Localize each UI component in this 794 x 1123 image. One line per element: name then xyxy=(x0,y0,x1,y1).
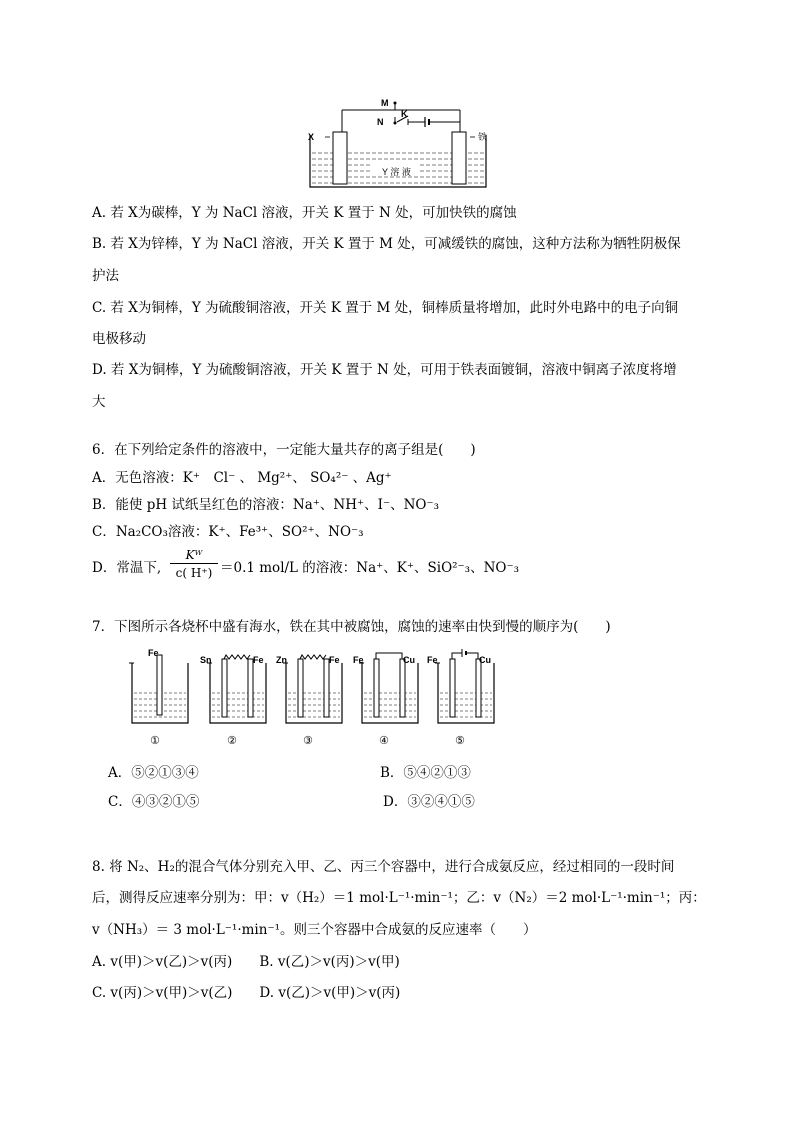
beaker-1-label-fe: Fe xyxy=(148,648,159,658)
electrode-x-label: X xyxy=(308,132,315,142)
q6-option-d-prefix: D．常温下, xyxy=(92,560,162,576)
q7-stem: 7．下图所示各烧杯中盛有海水，铁在其中被腐蚀，腐蚀的速率由快到慢的顺序为( ) xyxy=(92,619,611,635)
iron-electrode-label: 铁 xyxy=(478,132,488,142)
electrochemical-cell-figure xyxy=(300,95,500,195)
beaker-3-label-zn: Zn xyxy=(276,655,287,665)
beaker-3-number: ③ xyxy=(303,734,313,747)
beaker-4-number: ④ xyxy=(379,734,389,747)
q7-option-c: C．④③②①⑤ xyxy=(108,794,200,810)
q5-option-d-cont: 大 xyxy=(92,394,106,410)
q8-stem-line2: 后，测得反应速率分别为：甲：v（H₂）＝1 mol·L⁻¹·min⁻¹；乙：v（N₂）＝2 mol·L⁻¹·min⁻¹；丙： xyxy=(92,890,706,906)
solution-label: Y 溶 液 xyxy=(382,167,411,177)
beaker-1-number: ① xyxy=(150,734,160,747)
q5-option-b: B. 若 X为锌棒，Y 为 NaCl 溶液，开关 K 置于 M 处，可减缓铁的腐蚀，这种方法称为牺牲阴极保 xyxy=(92,236,681,252)
q7-option-a: A．⑤②①③④ xyxy=(108,765,199,781)
beaker-5-label-fe: Fe xyxy=(427,655,438,665)
switch-m-label: M xyxy=(381,98,389,108)
switch-k-label: K xyxy=(401,109,408,119)
q6-fraction-denominator: c( H⁺) xyxy=(175,566,213,580)
beaker-2-number: ② xyxy=(227,734,237,747)
beaker-3-label-fe: Fe xyxy=(329,655,340,665)
beaker-5-label-cu: Cu xyxy=(479,655,491,665)
q8-stem-line3: v（NH₃）＝ 3 mol·L⁻¹·min⁻¹。则三个容器中合成氨的反应速率（ ） xyxy=(92,922,537,938)
q5-option-a: A. 若 X为碳棒，Y 为 NaCl 溶液，开关 K 置于 N 处，可加快铁的腐蚀 xyxy=(92,205,517,221)
q6-option-b: B．能使 pH 试纸呈红色的溶液：Na⁺、NH⁺、I⁻、NO⁻₃ xyxy=(92,497,439,513)
q7-option-b: B．⑤④②①③ xyxy=(380,765,471,781)
beaker-2-label-sn: Sn xyxy=(200,655,212,665)
q5-option-c-cont: 电极移动 xyxy=(92,331,146,347)
q6-option-a: A．无色溶液：K⁺ Cl⁻ 、 Mg²⁺、 SO₄²⁻ 、Ag⁺ xyxy=(92,470,392,486)
beaker-5-number: ⑤ xyxy=(455,734,465,747)
q8-options-cd: C. v(丙)＞v(甲)＞v(乙) D. v(乙)＞v(甲)＞v(丙) xyxy=(92,985,401,1001)
beakers-figure xyxy=(120,645,510,735)
beaker-4-label-cu: Cu xyxy=(403,655,415,665)
beaker-2-label-fe: Fe xyxy=(253,655,264,665)
q8-stem-line1: 8. 将 N₂、H₂的混合气体分别充入甲、乙、丙三个容器中，进行合成氨反应，经过相同的一段时间 xyxy=(92,859,675,875)
q5-option-b-cont: 护法 xyxy=(92,268,119,284)
q5-option-c: C. 若 X为铜棒，Y 为硫酸铜溶液，开关 K 置于 M 处，铜棒质量将增加，此时外电路中的电子向铜 xyxy=(92,300,679,316)
q6-fraction-numerator: Kᵂ xyxy=(170,548,218,564)
q5-option-d: D. 若 X为铜棒，Y 为硫酸铜溶液，开关 K 置于 N 处，可用于铁表面镀铜，溶液中铜离子浓度将增 xyxy=(92,362,677,378)
q6-option-c: C．Na₂CO₃溶液：K⁺、Fe³⁺、SO²⁺、NO⁻₃ xyxy=(92,524,364,540)
q7-option-d: D．③②④①⑤ xyxy=(383,794,475,810)
beaker-4-label-fe: Fe xyxy=(353,655,364,665)
q8-options-ab: A. v(甲)＞v(乙)＞v(丙) B. v(乙)＞v(丙)＞v(甲) xyxy=(92,954,400,970)
beaker-2 xyxy=(207,655,266,723)
q6-stem: 6．在下列给定条件的溶液中，一定能大量共存的离子组是( ) xyxy=(92,442,476,458)
q6-option-d-suffix: ＝0.1 mol/L 的溶液：Na⁺、K⁺、SiO²⁻₃、NO⁻₃ xyxy=(220,560,520,576)
beaker-3 xyxy=(283,655,342,723)
switch-n-label: N xyxy=(377,117,384,127)
q6-fraction xyxy=(170,548,218,580)
beaker-1 xyxy=(129,655,188,723)
